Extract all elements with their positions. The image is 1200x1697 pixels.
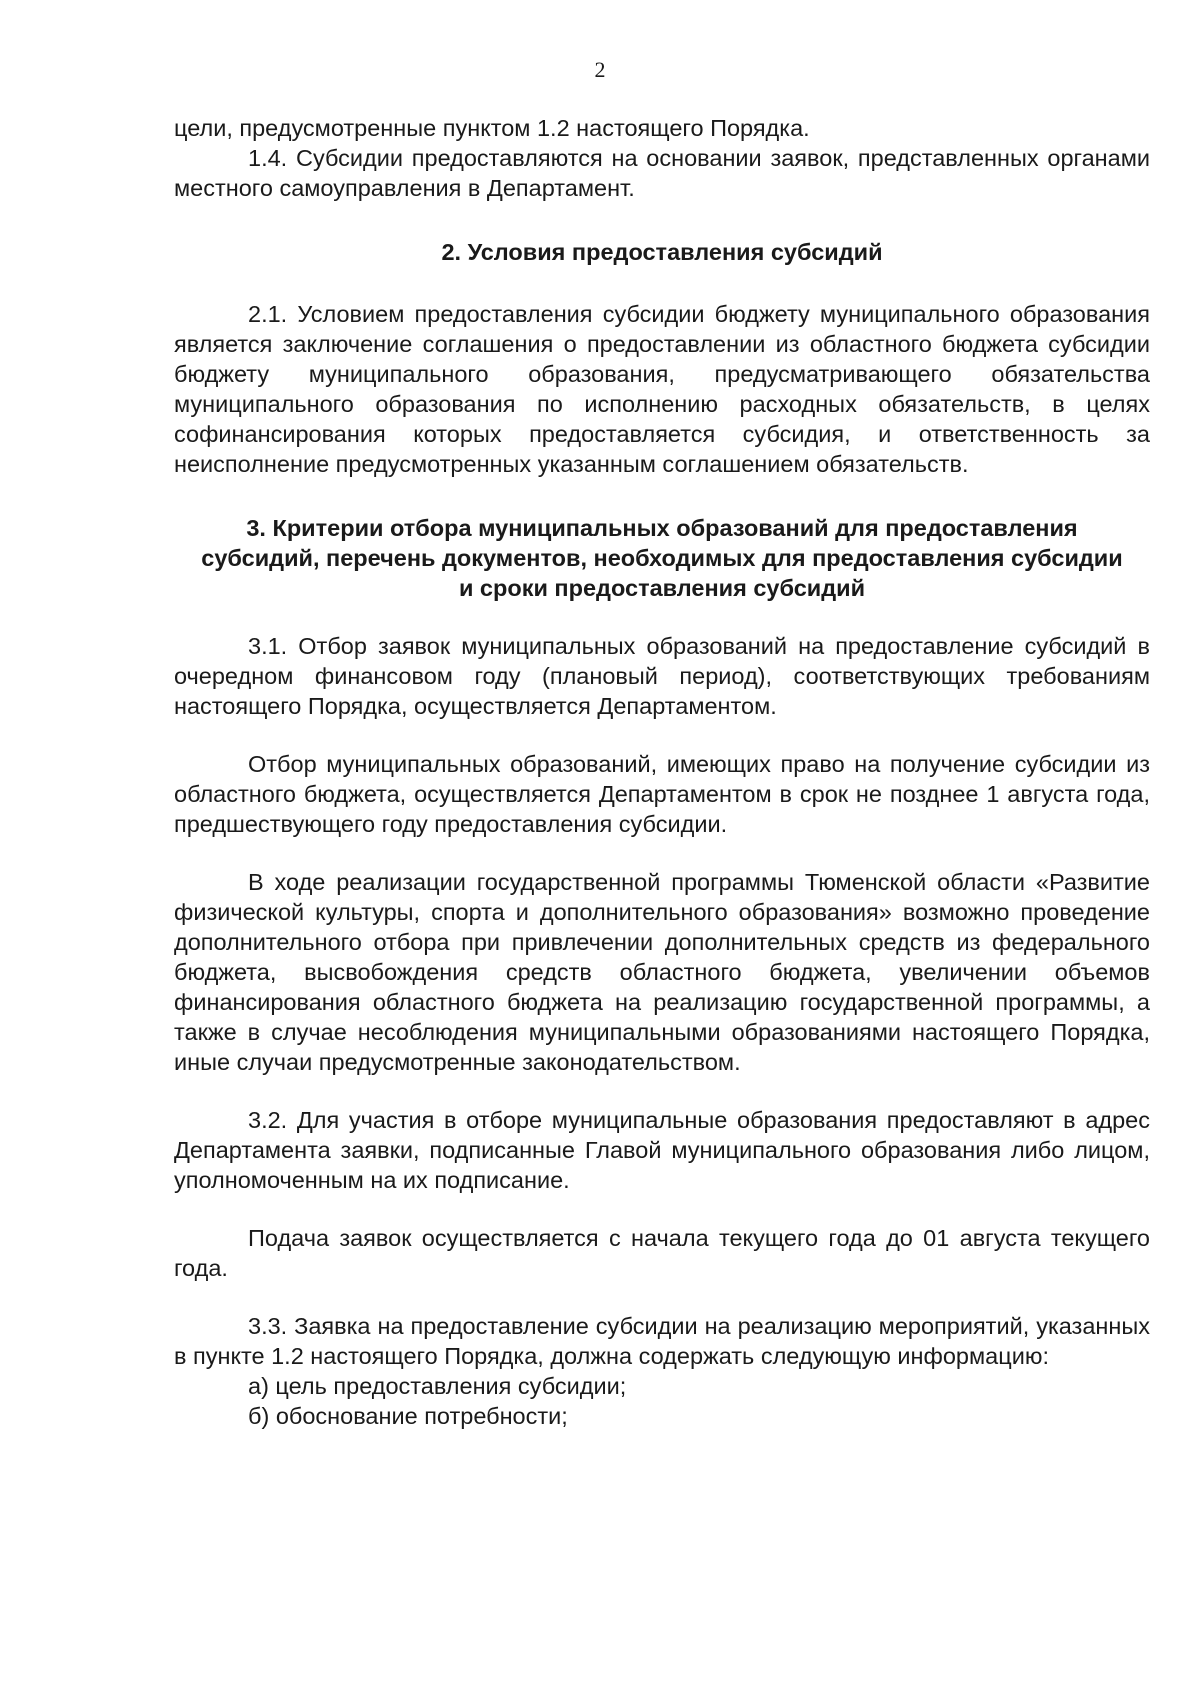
- section-heading-2: 2. Условия предоставления субсидий: [441, 239, 883, 265]
- paragraph-3-1-selection-deadline: Отбор муниципальных образований, имеющих право на получение субсидии из областного бюджета, осуществляется Департаментом в срок не позднее 1 августа года, предшествующего году предоставления субсидии.: [174, 751, 1150, 837]
- paragraph-2-1: 2.1. Условием предоставления субсидии бюджету муниципального образования является заключение соглашения о предоставлении из областного бюджета субсидии бюджету муниципального образования, предусматривающего обязательства муниципального образования по исполнению расходных обязательств, в целях софинансирования которых предоставляется субсидия, и ответственность за неисполнение предусмотренных указанным соглашением обязательств.: [174, 301, 1150, 477]
- paragraph-3-1-additional-selection: В ходе реализации государственной программы Тюменской области «Развитие физической культуры, спорта и дополнительного образования» возможно проведение дополнительного отбора при привлечении дополнительных средств из федерального бюджета, высвобождения средств областного бюджета, увеличении объемов финансирования областного бюджета на реализацию государственной программы, а также в случае несоблюдения муниципальными образованиями настоящего Порядка, иные случаи предусмотренные законодательством.: [174, 869, 1150, 1075]
- paragraph-continuation: цели, предусмотренные пунктом 1.2 настоящего Порядка.: [174, 115, 810, 141]
- list-item-a: а) цель предоставления субсидии;: [248, 1373, 627, 1399]
- page-number: 2: [594, 57, 606, 82]
- list-item-b: б) обоснование потребности;: [248, 1403, 568, 1429]
- document-body: [174, 113, 1150, 1431]
- section-heading-3: 3. Критерии отбора муниципальных образований для предоставления субсидий, перечень документов, необходимых для предоставления субсидии и сроки предоставления субсидий: [201, 515, 1123, 601]
- paragraph-3-2: 3.2. Для участия в отборе муниципальные образования предоставляют в адрес Департамента заявки, подписанные Главой муниципального образования либо лицом, уполномоченным на их подписание.: [174, 1107, 1150, 1193]
- paragraph-1-4: 1.4. Субсидии предоставляются на основании заявок, представленных органами местного самоуправления в Департамент.: [174, 145, 1150, 201]
- paragraph-3-1: 3.1. Отбор заявок муниципальных образований на предоставление субсидий в очередном финансовом году (плановый период), соответствующих требованиям настоящего Порядка, осуществляется Департаментом.: [174, 633, 1150, 719]
- paragraph-3-2-submission-period: Подача заявок осуществляется с начала текущего года до 01 августа текущего года.: [174, 1225, 1150, 1281]
- paragraph-3-3: 3.3. Заявка на предоставление субсидии на реализацию мероприятий, указанных в пункте 1.2 настоящего Порядка, должна содержать следующую информацию:: [174, 1313, 1150, 1369]
